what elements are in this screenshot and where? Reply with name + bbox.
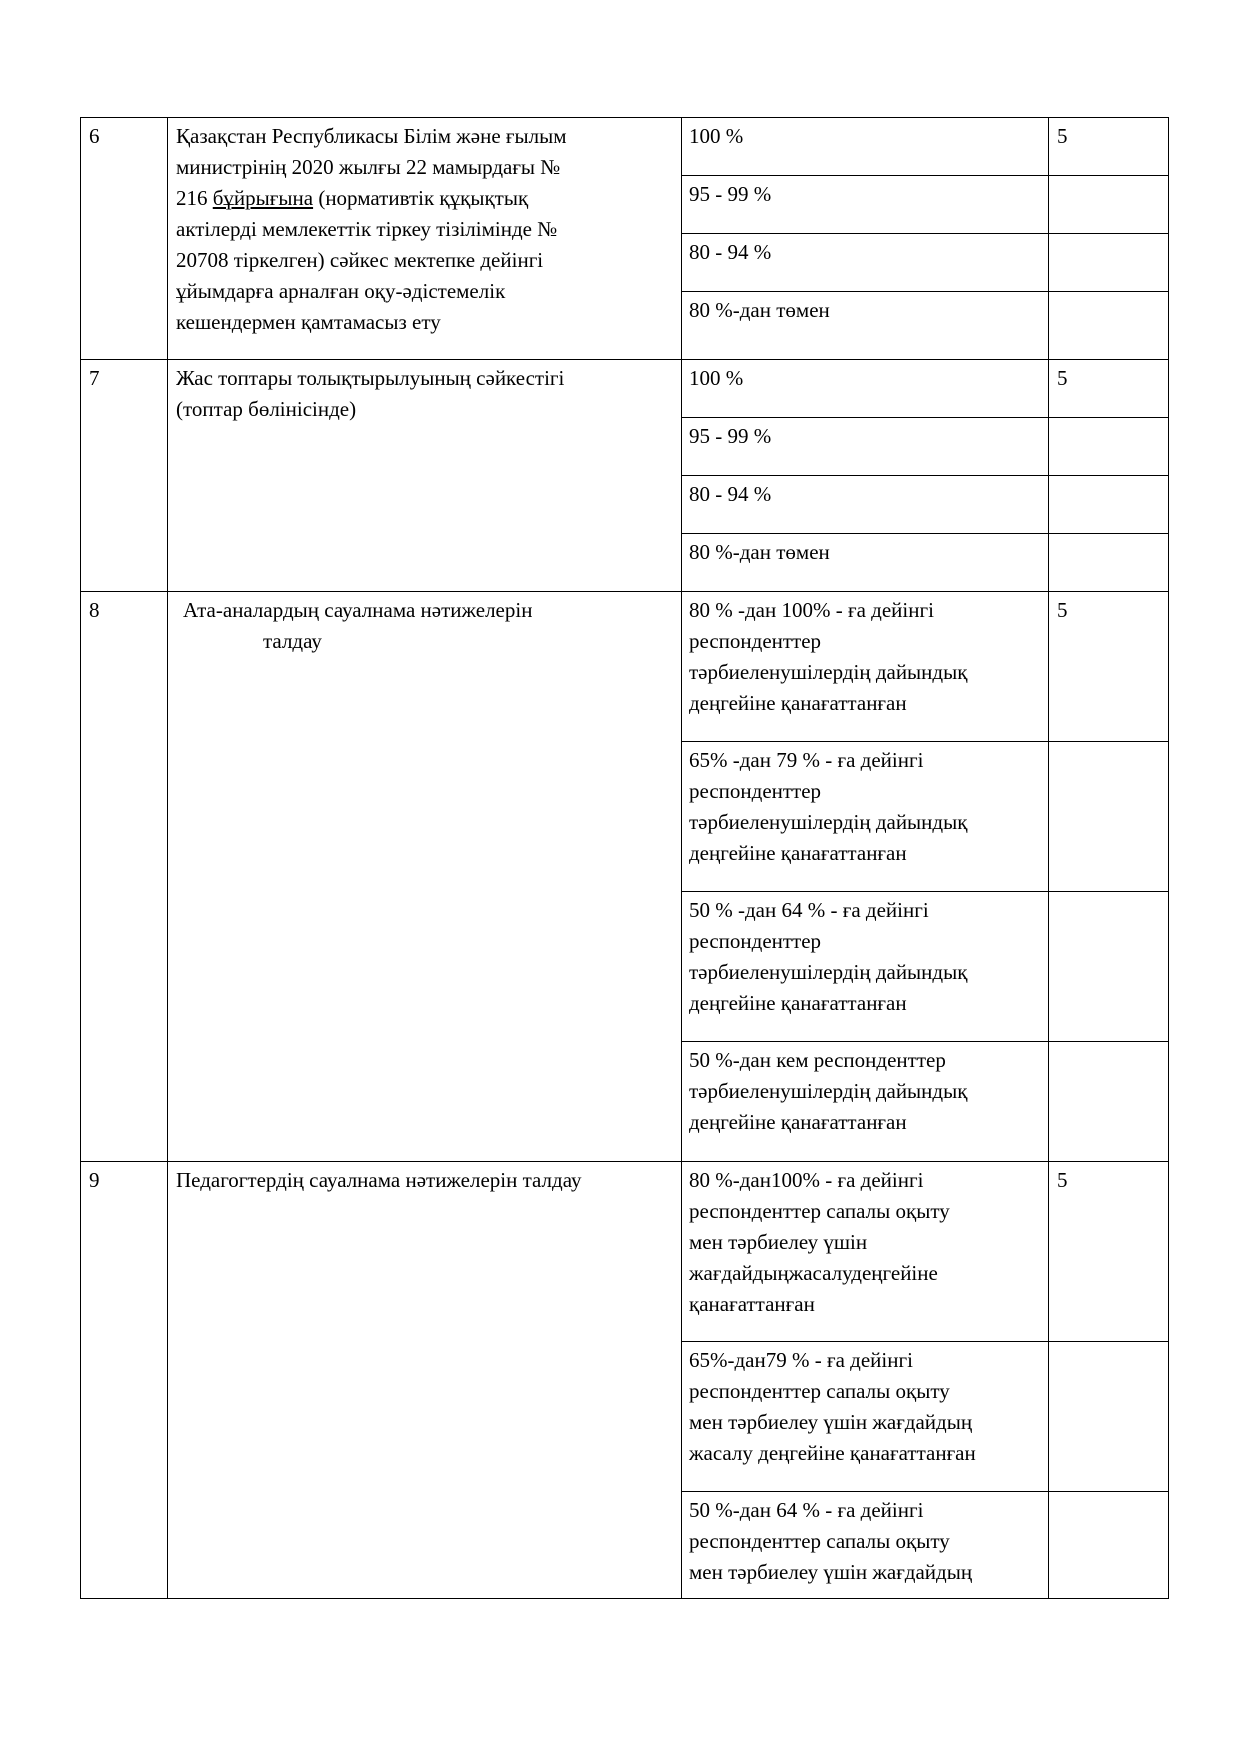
row-number: 6 — [89, 124, 100, 148]
indicator-line: кешендермен қамтамасыз ету — [176, 310, 441, 334]
indicator-line: (топтар бөлінісінде) — [176, 397, 357, 421]
criterion-text: 100 % — [689, 366, 744, 390]
criterion-text: жасалу деңгейіне қанағаттанған — [689, 1441, 976, 1465]
sub-row-divider — [681, 475, 1169, 476]
criterion-text: 80 - 94 % — [689, 240, 772, 264]
criterion-text: 65%-дан79 % - ға дейінгі — [689, 1348, 913, 1372]
sub-row-divider — [681, 291, 1169, 292]
criterion-text: 65% -дан 79 % - ға дейінгі — [689, 748, 924, 772]
criterion-text: қанағаттанған — [689, 1292, 815, 1316]
row-number: 8 — [89, 598, 100, 622]
indicator-line: (нормативтік құқықтық — [318, 186, 529, 210]
criterion-text: 95 - 99 % — [689, 424, 772, 448]
column-divider — [167, 117, 168, 1599]
table-border-left — [80, 117, 81, 1599]
criterion-text: 100 % — [689, 124, 744, 148]
criterion-text: тәрбиеленушілердің дайындық — [689, 1079, 968, 1103]
indicator-line: Қазақстан Республикасы Білім және ғылым — [176, 124, 567, 148]
criterion-text: респонденттер сапалы оқыту — [689, 1199, 950, 1223]
indicator-line: актілерді мемлекеттік тіркеу тізілімінде № — [176, 217, 558, 241]
criterion-text: респонденттер сапалы оқыту — [689, 1379, 950, 1403]
indicator-line: Ата-аналардың сауалнама нәтижелерін — [183, 598, 533, 622]
sub-row-divider — [681, 533, 1169, 534]
indicator-line: ұйымдарға арналған оқу-әдістемелік — [176, 279, 506, 303]
criterion-text: деңгейіне қанағаттанған — [689, 841, 907, 865]
indicator-line: Педагогтердің сауалнама нәтижелерін талдау — [176, 1168, 582, 1192]
sub-row-divider — [681, 1041, 1169, 1042]
criterion-text: 80 %-дан100% - ға дейінгі — [689, 1168, 924, 1192]
sub-row-divider — [681, 1491, 1169, 1492]
criterion-text: респонденттер сапалы оқыту — [689, 1529, 950, 1553]
score-value: 5 — [1057, 1168, 1068, 1192]
indicator-line: 20708 тіркелген) сәйкес мектепке дейінгі — [176, 248, 544, 272]
table-border-top — [80, 117, 1169, 118]
order-link[interactable]: бұйрығына — [212, 186, 314, 210]
sub-row-divider — [681, 1341, 1169, 1342]
criterion-text: 50 % -дан 64 % - ға дейінгі — [689, 898, 929, 922]
criterion-text: респонденттер — [689, 929, 822, 953]
sub-row-divider — [681, 233, 1169, 234]
criterion-text: респонденттер — [689, 629, 822, 653]
score-value: 5 — [1057, 598, 1068, 622]
indicator-line: талдау — [263, 629, 322, 653]
row-number: 9 — [89, 1168, 100, 1192]
criterion-text: 80 %-дан төмен — [689, 298, 830, 322]
criterion-text: деңгейіне қанағаттанған — [689, 991, 907, 1015]
criteria-table — [80, 117, 1169, 1599]
criterion-text: 80 %-дан төмен — [689, 540, 830, 564]
indicator-line-with-link — [176, 183, 528, 214]
column-divider — [681, 117, 682, 1599]
criterion-text: 95 - 99 % — [689, 182, 772, 206]
criterion-text: тәрбиеленушілердің дайындық — [689, 960, 968, 984]
column-divider — [1048, 117, 1049, 1599]
criterion-text: деңгейіне қанағаттанған — [689, 1110, 907, 1134]
indicator-line: министрінің 2020 жылғы 22 мамырдағы № — [176, 155, 561, 179]
criterion-text: деңгейіне қанағаттанған — [689, 691, 907, 715]
sub-row-divider — [681, 891, 1169, 892]
criterion-text: мен тәрбиелеу үшін — [689, 1230, 868, 1254]
criterion-text: 80 % -дан 100% - ға дейінгі — [689, 598, 934, 622]
indicator-prefix: 216 — [176, 186, 213, 210]
criterion-text: тәрбиеленушілердің дайындық — [689, 810, 968, 834]
sub-row-divider — [681, 175, 1169, 176]
row-divider — [80, 359, 1169, 360]
criterion-text: мен тәрбиелеу үшін жағдайдың — [689, 1560, 973, 1584]
row-divider — [80, 1161, 1169, 1162]
criterion-text: жағдайдыңжасалудеңгейіне — [689, 1261, 938, 1285]
criterion-text: мен тәрбиелеу үшін жағдайдың — [689, 1410, 973, 1434]
criterion-text: 50 %-дан 64 % - ға дейінгі — [689, 1498, 924, 1522]
criterion-text: респонденттер — [689, 779, 822, 803]
row-divider — [80, 591, 1169, 592]
criterion-text: 50 %-дан кем респонденттер — [689, 1048, 946, 1072]
score-value: 5 — [1057, 124, 1068, 148]
indicator-line: Жас топтары толықтырылуының сәйкестігі — [176, 366, 565, 390]
criterion-text: 80 - 94 % — [689, 482, 772, 506]
criterion-text: тәрбиеленушілердің дайындық — [689, 660, 968, 684]
table-border-bottom — [80, 1598, 1169, 1599]
row-number: 7 — [89, 366, 100, 390]
sub-row-divider — [681, 417, 1169, 418]
table-border-right — [1168, 117, 1169, 1599]
score-value: 5 — [1057, 366, 1068, 390]
sub-row-divider — [681, 741, 1169, 742]
